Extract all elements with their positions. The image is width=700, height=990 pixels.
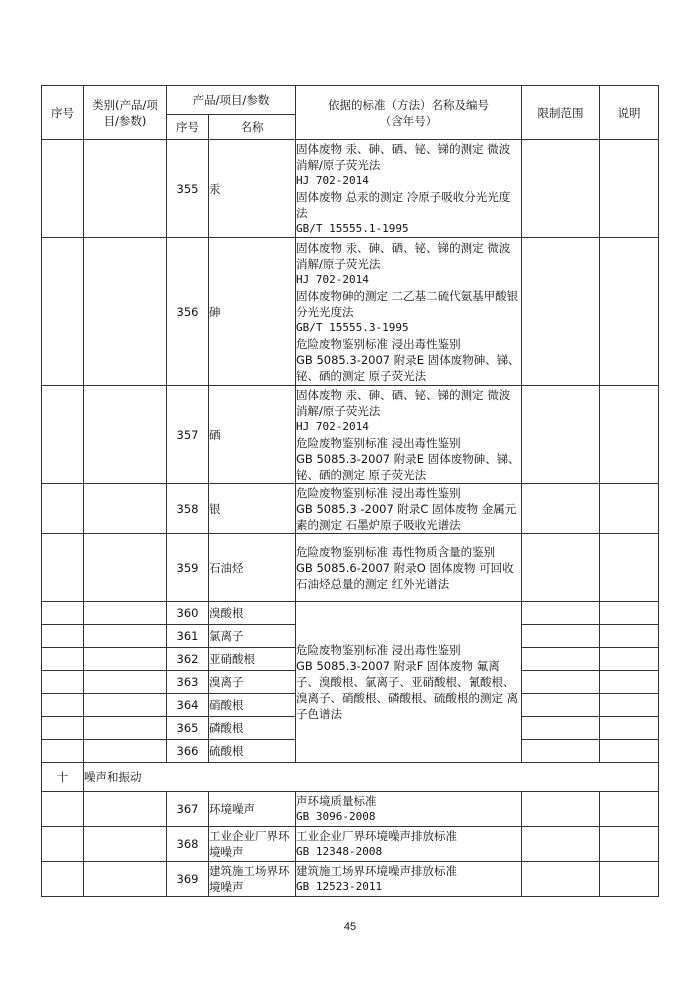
item-no: 355	[167, 140, 209, 238]
item-no: 362	[167, 648, 209, 671]
item-name: 氯离子	[209, 625, 296, 648]
table-row	[42, 140, 659, 238]
section-name: 噪声和振动	[84, 763, 659, 792]
item-no: 364	[167, 694, 209, 717]
item-no: 367	[167, 792, 209, 827]
table-row	[42, 827, 659, 862]
item-standard: 固体废物 汞、砷、硒、铋、锑的测定 微波消解/原子荧光法 HJ 702-2014 固体废物 总汞的测定 冷原子吸收分光光度法 GB/T 15555.1-1995	[296, 140, 522, 238]
item-no: 366	[167, 740, 209, 763]
item-standard: 危险废物鉴别标准 浸出毒性鉴别 GB 5085.3 -2007 附录C 固体废物 金属元素的测定 石墨炉原子吸收光谱法	[296, 484, 522, 534]
item-name: 亚硝酸根	[209, 648, 296, 671]
item-name: 磷酸根	[209, 717, 296, 740]
item-no: 369	[167, 862, 209, 897]
header-note: 说明	[600, 86, 659, 140]
item-no: 357	[167, 386, 209, 484]
item-name: 硫酸根	[209, 740, 296, 763]
item-name: 环境噪声	[209, 792, 296, 827]
header-product-group: 产品/项目/参数	[167, 86, 296, 115]
page-number: 45	[343, 921, 357, 933]
section-row	[42, 763, 659, 792]
header-sub-name: 名称	[209, 115, 296, 140]
item-standard: 建筑施工场界环境噪声排放标准 GB 12523-2011	[296, 862, 522, 897]
item-standard: 工业企业厂界环境噪声排放标准 GB 12348-2008	[296, 827, 522, 862]
item-name: 硒	[209, 386, 296, 484]
ion-group-standard: 危险废物鉴别标准 浸出毒性鉴别 GB 5085.3-2007 附录F 固体废物 氟离子、溴酸根、氯离子、亚硝酸根、氰酸根、溴离子、硝酸根、磷酸根、硫酸根的测定 离子色谱法	[296, 602, 522, 763]
item-name: 建筑施工场界环境噪声	[209, 862, 296, 897]
item-no: 360	[167, 602, 209, 625]
item-name: 汞	[209, 140, 296, 238]
header-category: 类别(产品/项目/参数)	[84, 86, 167, 140]
item-name: 溴酸根	[209, 602, 296, 625]
item-no: 358	[167, 484, 209, 534]
item-no: 356	[167, 238, 209, 386]
item-name: 银	[209, 484, 296, 534]
item-no: 368	[167, 827, 209, 862]
header-standard: 依据的标准（方法）名称及编号（含年号）	[296, 86, 522, 140]
item-name: 石油烃	[209, 534, 296, 602]
table-row	[42, 534, 659, 602]
table-row	[42, 862, 659, 897]
header-seq: 序号	[42, 86, 84, 140]
standards-table	[41, 85, 659, 897]
item-no: 361	[167, 625, 209, 648]
table-row	[42, 792, 659, 827]
item-standard: 固体废物 汞、砷、硒、铋、锑的测定 微波消解/原子荧光法 HJ 702-2014 危险废物鉴别标准 浸出毒性鉴别 GB 5085.3-2007 附录E 固体废物砷、锑、铋、硒的测定 原子荧光法	[296, 387, 520, 482]
item-name: 溴离子	[209, 671, 296, 694]
section-no: 十	[42, 763, 84, 792]
item-name: 砷	[209, 238, 296, 386]
table-row	[42, 238, 659, 386]
item-standard: 声环境质量标准 GB 3096-2008	[296, 792, 522, 827]
item-name: 工业企业厂界环境噪声	[209, 827, 296, 862]
table-row	[42, 484, 659, 534]
item-name: 硝酸根	[209, 694, 296, 717]
item-standard: 固体废物 汞、砷、硒、铋、锑的测定 微波消解/原子荧光法 HJ 702-2014 固体废物砷的测定 二乙基二硫代氨基甲酸银分光光度法 GB/T 15555.3-1995 危险废物鉴别标准 浸出毒性鉴别 GB 5085.3-2007 附录E 固体废物砷、锑、铋、硒的测定 原子荧光法	[296, 238, 522, 386]
item-no: 363	[167, 671, 209, 694]
table-row	[42, 602, 659, 625]
header-sub-seq: 序号	[167, 115, 209, 140]
item-no: 359	[167, 534, 209, 602]
table-row	[42, 386, 659, 484]
item-standard: 危险废物鉴别标准 毒性物质含量的鉴别 GB 5085.6-2007 附录O 固体废物 可回收石油烃总量的测定 红外光谱法	[296, 534, 522, 602]
item-no: 365	[167, 717, 209, 740]
header-limit: 限制范围	[522, 86, 600, 140]
